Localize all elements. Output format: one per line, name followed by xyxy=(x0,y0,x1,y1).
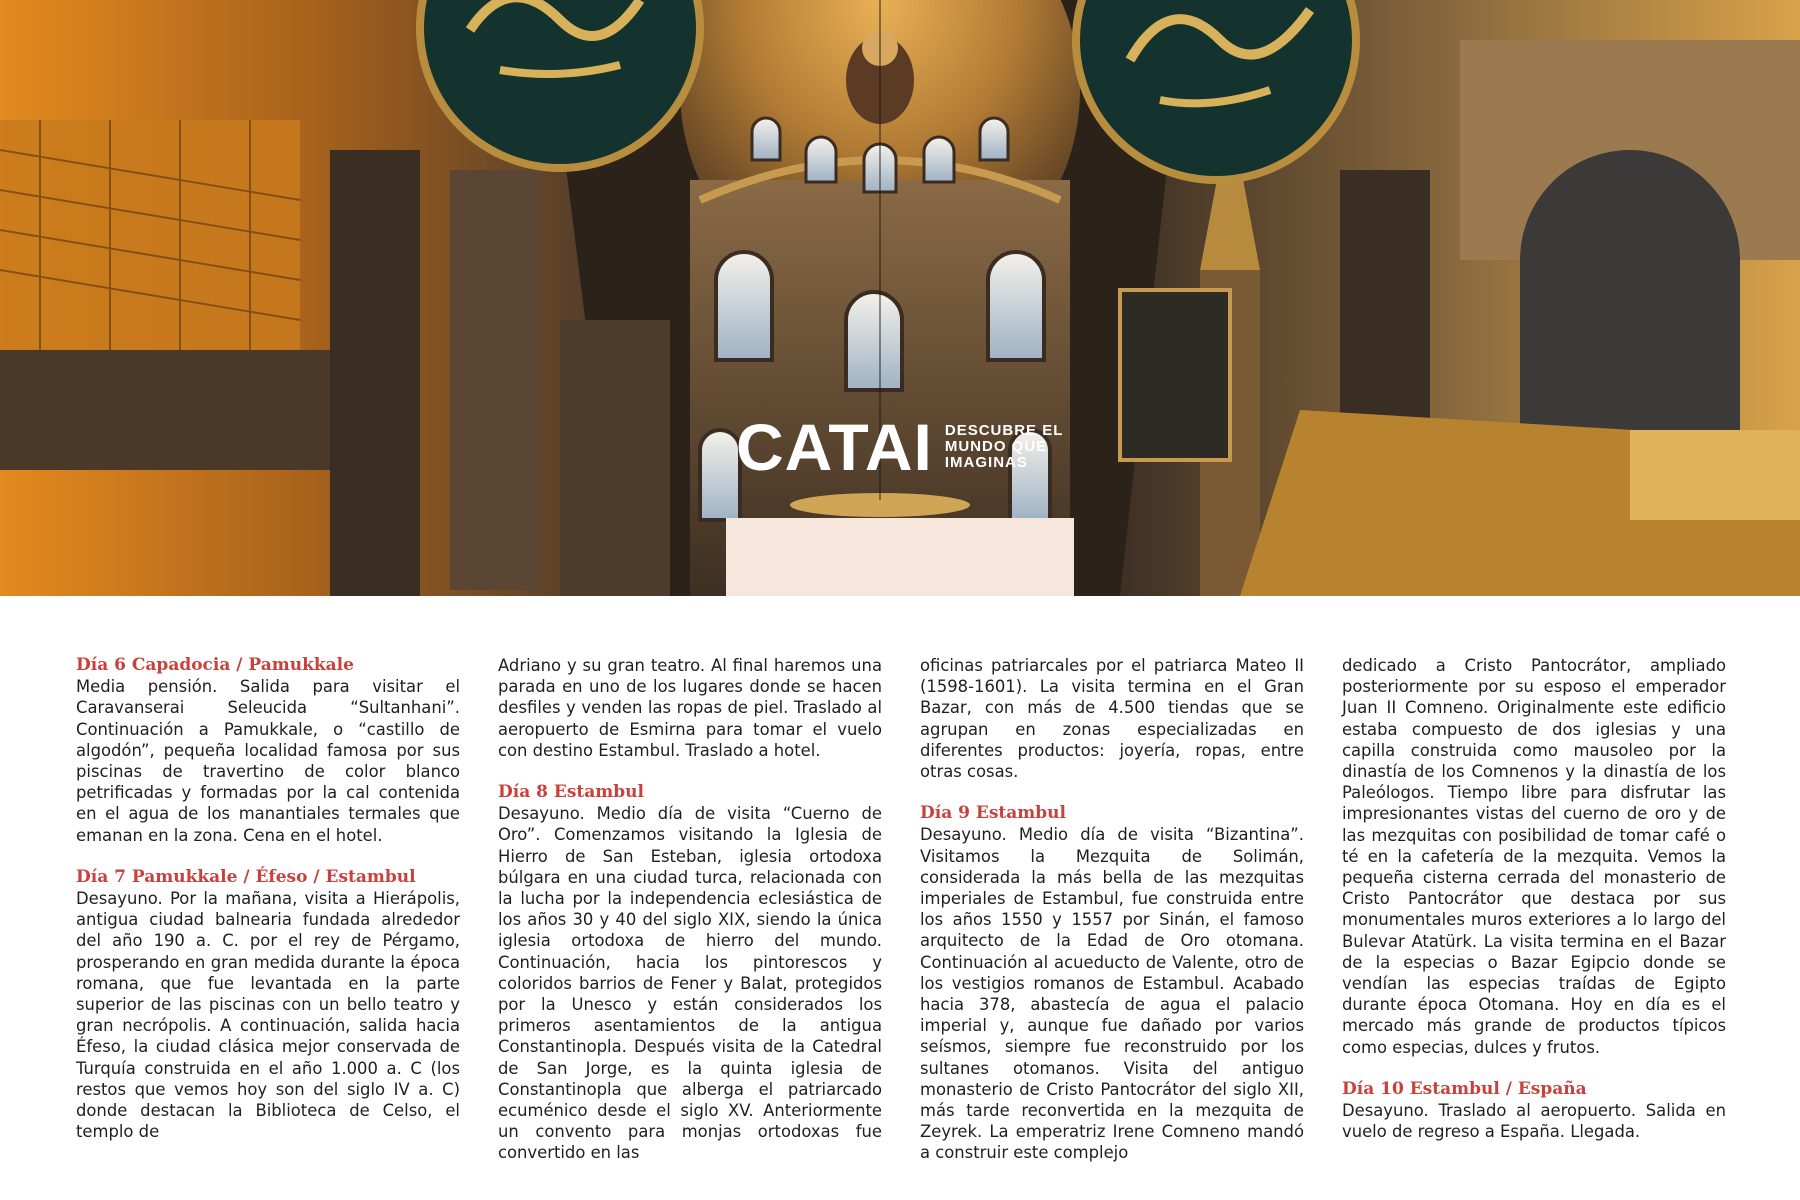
day-9-text-continued: dedicado a Cristo Pantocrátor, ampliado posteriormente por su esposo el emperador Juan II Comneno. Originalmente este edificio estaba compuesto de dos iglesias y una capilla construida como mausoleo por la dinastía de los Comnenos y la dinastía de los Paleólogos. Tiempo libre para disfrutar las impresionantes vistas del cuerno de oro y de las mezquitas con posibilidad de tomar café o té en la cafetería de la mezquita. Vemos la pequeña cisterna cerrada del monasterio de Cristo Pantocrátor que destaca por sus monumentales muros exteriores a lo largo del Bulevar Atatürk. La visita termina en el Bazar de la especias o Bazar Egipcio donde se vendían las especias traídas de Egipto durante época Otomana. Hoy en día es el mercado más grande de productos típicos como especias, dulces y frutos. xyxy=(1342,656,1726,1057)
day-10-text: Desayuno. Traslado al aeropuerto. Salida en vuelo de regreso a España. Llegada. xyxy=(1342,1101,1726,1142)
hero-photo-illustration xyxy=(0,0,1800,596)
itinerary-column-1 xyxy=(76,655,460,1142)
catai-logo xyxy=(736,412,1063,482)
day-6-title: Día 6 Capadocia / Pamukkale xyxy=(76,655,354,675)
day-9-text: Desayuno. Medio día de visita “Bizantina”. Visitamos la Mezquita de Solimán, considerada la más bella de las mezquitas imperiales de Estambul, fue construida entre los años 1550 y 1557 por Sinán, el famoso arquitecto de la Edad de Oro otomana. Continuación al acueducto de Valente, otro de los vestigios romanos de Estambul. Acabado hacia 378, abastecía de agua el palacio imperial y, aunque fue dañado por varios seísmos, siempre fue reconstruido por los sultanes otomanos. Visita del antiguo monasterio de Cristo Pantocrátor del siglo XII, más tarde reconvertida en la mezquita de Zeyrek. La emperatriz Irene Comneno mandó a construir este complejo xyxy=(920,825,1304,1163)
day-6-text: Media pensión. Salida para visitar el Caravanserai Seleucida “Sultanhani”. Continuación a Pamukkale, o “castillo de algodón”, pequeña localidad famosa por sus piscinas de travertino de color blanco petrificadas y formadas por la cal contenida en el agua de los manantiales termales que emanan en la zona. Cena en el hotel. xyxy=(76,677,460,845)
tagline-line-2: MUNDO QUE xyxy=(944,438,1048,455)
hero-cutout xyxy=(726,518,1074,596)
tagline-line-1: DESCUBRE EL xyxy=(944,422,1064,439)
day-8-text-continued: oficinas patriarcales por el patriarca Mateo II (1598-1601). La visita termina en el Gran Bazar, con más de 4.500 tiendas que se agrupan en zonas especializadas en diferentes productos: joyería, ropas, entre otras cosas. xyxy=(920,656,1304,782)
day-9-title: Día 9 Estambul xyxy=(920,803,1066,824)
day-7-text: Desayuno. Por la mañana, visita a Hierápolis, antigua ciudad balnearia fundada alrededor del año 190 a. C. por el rey de Pérgamo, prosperando en gran medida durante la época romana, que fue levantada en la parte superior de las piscinas con un bello teatro y gran necrópolis. A continuación, salida hacia Éfeso, la ciudad clásica mejor conservada de Turquía construida en el año 1.000 a. C (los restos que vemos hoy son del siglo IV a. C) donde destacan la Biblioteca de Celso, el templo de xyxy=(76,889,460,1142)
itinerary-column-2 xyxy=(498,655,882,1164)
brand-name: CATAI xyxy=(736,410,933,484)
day-8-text: Desayuno. Medio día de visita “Cuerno de Oro”. Comenzamos visitando la Iglesia de Hierro de San Esteban, iglesia ortodoxa búlgara en una ciudad turca, relacionada con la lucha por la independencia eclesiástica de los años 30 y 40 del siglo XIX, siendo la única iglesia ortodoxa de hierro del mundo. Continuación, hacia los pintorescos y coloridos barrios de Fener y Balat, protegidos por la Unesco y están considerados los primeros asentamientos de la antigua Constantinopla. Después visita de la Catedral de San Jorge, es la quinta iglesia de Constantinopla que alberga el patriarcado ecuménico desde el siglo XV. Anteriormente un convento para monjas ortodoxas fue convertido en las xyxy=(498,804,882,1163)
hero-photo-hagia-sophia xyxy=(0,0,1800,596)
tagline-line-3: IMAGINAS xyxy=(944,454,1028,471)
day-10-title: Día 10 Estambul / España xyxy=(1342,1078,1587,1099)
day-7-title: Día 7 Pamukkale / Éfeso / Estambul xyxy=(76,866,416,887)
brand-tagline xyxy=(945,423,1064,471)
itinerary-column-3 xyxy=(920,655,1304,1164)
day-8-title: Día 8 Estambul xyxy=(498,782,644,803)
day-7-text-continued: Adriano y su gran teatro. Al final haremos una parada en uno de los lugares donde se hacen desfiles y venden las ropas de piel. Traslado al aeropuerto de Esmirna para tomar el vuelo con destino Estambul. Traslado a hotel. xyxy=(498,656,882,760)
itinerary-column-4 xyxy=(1342,655,1726,1142)
